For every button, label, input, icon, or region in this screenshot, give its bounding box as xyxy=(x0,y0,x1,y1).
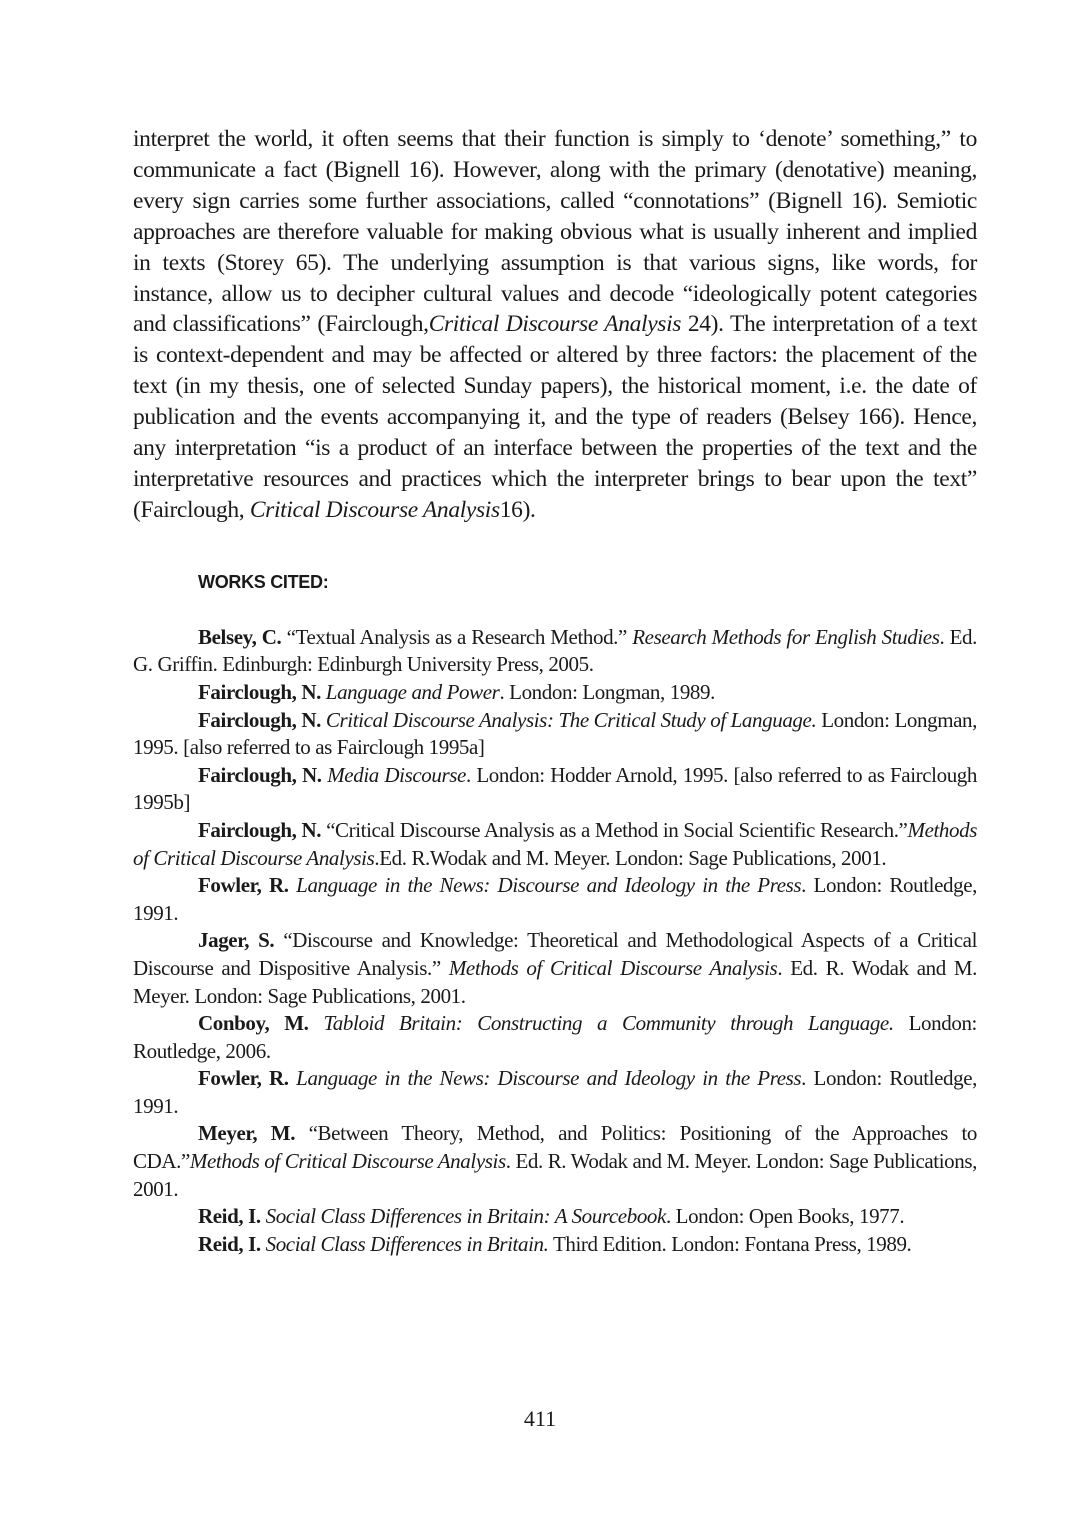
text-run: Third Edition. London: Fontana Press, 1989. xyxy=(548,1231,912,1256)
reference-entry xyxy=(133,927,977,1010)
works-cited-list xyxy=(133,624,977,1259)
reference-title: Critical Discourse Analysis: The Critical Study of Language. xyxy=(325,707,817,732)
reference-author: Fowler, R. xyxy=(198,873,289,898)
text-run: “Textual Analysis as a Research Method.” xyxy=(281,624,633,649)
reference-title: Methods of Critical Discourse Analysis xyxy=(133,817,978,870)
reference-author: Fairclough, N. xyxy=(198,679,321,704)
reference-entry xyxy=(133,1120,977,1203)
reference-author: Fairclough, N. xyxy=(198,707,321,732)
reference-title: Media Discourse xyxy=(327,762,466,787)
text-run: “Discourse and Knowledge: Theoretical and Methodological Aspects of a Critical Discourse and Dispositive Analysis.” xyxy=(133,928,978,980)
reference-entry xyxy=(133,762,977,817)
text-run: . Ed. R. Wodak and M. Meyer. London: Sage Publications, 2001. xyxy=(133,1149,977,1201)
reference-entry xyxy=(133,1203,977,1231)
reference-entry xyxy=(133,624,977,679)
reference-entry xyxy=(133,1065,977,1120)
reference-title: Social Class Differences in Britain: A Sourcebook xyxy=(265,1204,666,1229)
reference-entry xyxy=(133,707,977,762)
text-run: London: Routledge, 2006. xyxy=(133,1011,977,1063)
reference-author: Reid, I. xyxy=(198,1204,261,1229)
text-run: .Ed. R.Wodak and M. Meyer. London: Sage Publications, 2001. xyxy=(374,845,887,870)
text-run: interpret the world, it often seems that their function is simply to ‘denote’ something,” to communicate a fact (Bignell 16). However, along with the primary (denotative) meaning, every sign carries some further associations, called “connotations” (Bignell 16). Semiotic approaches are therefore valuable for making obvious what is usually inherent and implied in texts (Storey 65). The underlying assumption is that various signs, like words, for instance, allow us to decipher cultural values and decode “ideologically potent categories and classifications” (Fairclough, xyxy=(133,126,977,338)
text-run: . London: Hodder Arnold, 1995. [also referred to as Fairclough 1995b] xyxy=(133,762,978,815)
italic-title: Critical Discourse Analysis xyxy=(428,311,682,338)
reference-title: Language and Power xyxy=(325,679,500,704)
reference-author: Belsey, C. xyxy=(198,624,282,649)
reference-author: Reid, I. xyxy=(198,1231,261,1256)
reference-author: Meyer, M. xyxy=(198,1121,296,1146)
reference-entry xyxy=(133,817,977,872)
reference-title: Tabloid Britain: Constructing a Community through Language. xyxy=(323,1011,894,1036)
reference-entry xyxy=(133,679,977,707)
page-number: 411 xyxy=(523,1406,557,1431)
reference-title: Social Class Differences in Britain. xyxy=(265,1231,549,1256)
reference-title: Research Methods for English Studies xyxy=(632,624,940,649)
text-run: 16). xyxy=(499,496,536,523)
reference-author: Fowler, R. xyxy=(198,1066,289,1091)
reference-entry xyxy=(133,1010,977,1065)
reference-author: Jager, S. xyxy=(198,928,275,953)
reference-title: Methods of Critical Discourse Analysis xyxy=(189,1149,506,1174)
text-run: “Between Theory, Method, and Politics: Positioning of the Approaches to CDA.” xyxy=(133,1121,977,1174)
text-run: 24). The interpretation of a text is context-dependent and may be affected or altered by three factors: the placement of the text (in my thesis, one of selected Sunday papers), the historical moment, i.e. the date of publication and the events accompanying it, and the type of readers (Belsey 166). Hence, any interpretation “is a product of an interface between the properties of the text and the interpretative resources and practices which the interpreter brings to bear upon the text” (Fairclough, xyxy=(133,311,977,523)
text-run: . London: Longman, 1989. xyxy=(499,679,715,704)
italic-title: Critical Discourse Analysis xyxy=(249,496,500,523)
text-run xyxy=(309,1011,324,1035)
text-run: . Ed. R. Wodak and M. Meyer. London: Sage Publications, 2001. xyxy=(133,955,977,1008)
text-run: “Critical Discourse Analysis as a Method in Social Scientific Research.” xyxy=(321,817,908,842)
text-run: . London: Routledge, 1991. xyxy=(133,873,977,925)
text-run: London: Longman, 1995. [also referred to as Fairclough 1995a] xyxy=(133,707,977,760)
body-paragraph xyxy=(133,124,977,526)
reference-author: Fairclough, N. xyxy=(198,762,322,787)
reference-title: Methods of Critical Discourse Analysis xyxy=(448,955,778,980)
reference-title: Language in the News: Discourse and Ideology in the Press xyxy=(296,873,802,898)
text-run: . Ed. G. Griffin. Edinburgh: Edinburgh University Press, 2005. xyxy=(133,624,978,677)
text-run: . London: Routledge, 1991. xyxy=(133,1066,977,1118)
reference-entry xyxy=(133,872,977,927)
reference-author: Conboy, M. xyxy=(198,1011,309,1036)
text-run: . London: Open Books, 1977. xyxy=(665,1204,905,1229)
reference-author: Fairclough, N. xyxy=(198,817,322,842)
reference-entry xyxy=(133,1231,977,1259)
works-cited-heading: WORKS CITED: xyxy=(198,571,329,592)
page-content xyxy=(133,124,977,1258)
reference-title: Language in the News: Discourse and Ideology in the Press xyxy=(296,1066,802,1091)
